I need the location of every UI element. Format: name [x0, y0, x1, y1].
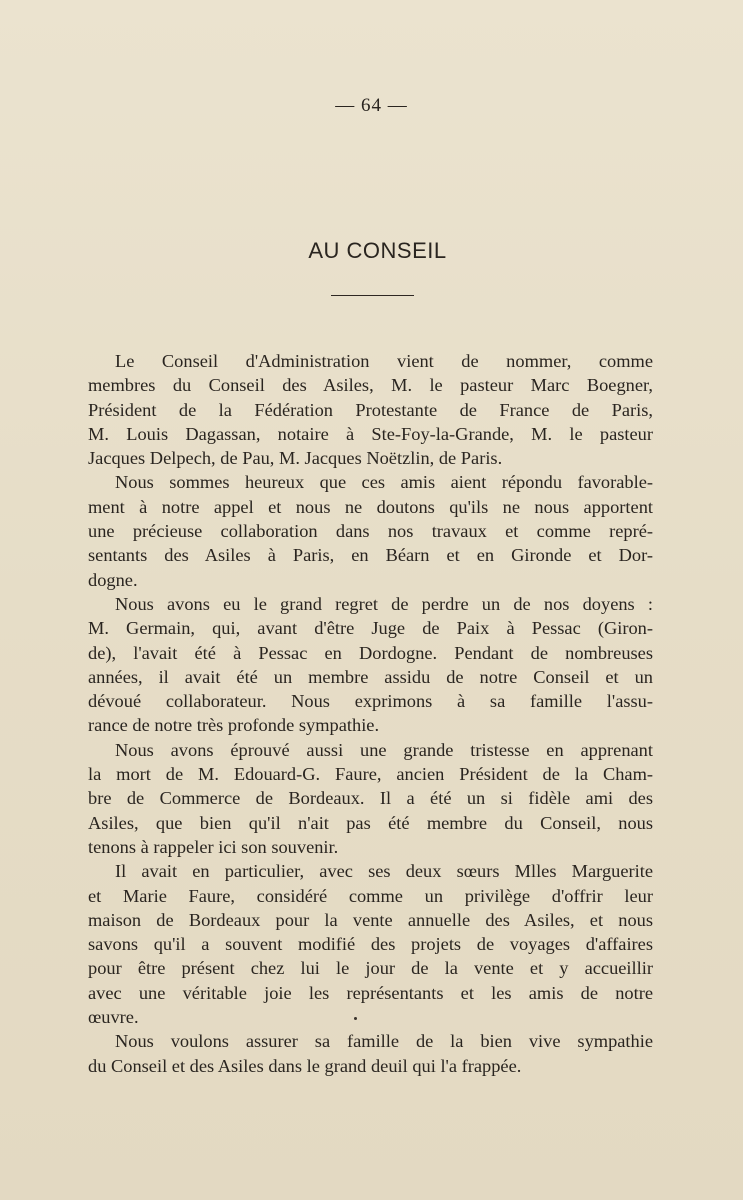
text-line: avec une véritable joie les représentants et les amis de notre — [88, 982, 653, 1003]
text-line: Asiles, que bien qu'il n'ait pas été membre du Conseil, nous — [88, 812, 653, 833]
ink-speck — [354, 1017, 357, 1020]
body-text — [88, 349, 653, 1078]
paragraph — [88, 1029, 653, 1078]
text-line: Nous voulons assurer sa famille de la bien vive sympathie — [115, 1031, 653, 1052]
text-line: Jacques Delpech, de Pau, M. Jacques Noëtzlin, de Paris. — [88, 448, 503, 469]
text-line: la mort de M. Edouard-G. Faure, ancien Président de la Cham- — [88, 764, 653, 785]
text-line: dévoué collaborateur. Nous exprimons à sa famille l'assu- — [88, 691, 653, 712]
paragraph — [88, 349, 653, 470]
text-line: Nous avons eu le grand regret de perdre un de nos doyens : — [115, 593, 653, 614]
text-line: Nous avons éprouvé aussi une grande tristesse en apprenant — [115, 739, 653, 760]
paragraph — [88, 592, 653, 738]
page-number: — 64 — — [335, 95, 408, 116]
text-line: une précieuse collaboration dans nos travaux et comme repré- — [88, 521, 653, 542]
text-line: du Conseil et des Asiles dans le grand deuil qui l'a frappée. — [88, 1055, 522, 1076]
text-line: M. Germain, qui, avant d'être Juge de Paix à Pessac (Giron- — [88, 618, 653, 639]
section-title: AU CONSEIL — [308, 238, 447, 263]
text-line: sentants des Asiles à Paris, en Béarn et en Gironde et Dor- — [88, 545, 653, 566]
text-line: Nous sommes heureux que ces amis aient répondu favorable- — [115, 472, 653, 493]
text-line: pour être présent chez lui le jour de la vente et y accueillir — [88, 958, 653, 979]
text-line: dogne. — [88, 569, 138, 590]
text-line: de), l'avait été à Pessac en Dordogne. Pendant de nombreuses — [88, 642, 653, 663]
text-line: Le Conseil d'Administration vient de nommer, comme — [115, 351, 653, 371]
text-line: bre de Commerce de Bordeaux. Il a été un si fidèle ami des — [88, 788, 653, 809]
text-line: savons qu'il a souvent modifié des projets de voyages d'affaires — [88, 934, 653, 955]
text-line: années, il avait été un membre assidu de notre Conseil et un — [88, 666, 653, 687]
paragraph — [88, 470, 653, 591]
paragraph — [88, 859, 653, 1029]
text-line: tenons à rappeler ici son souvenir. — [88, 836, 339, 857]
text-line: rance de notre très profonde sympathie. — [88, 715, 380, 736]
text-line: œuvre. — [88, 1007, 139, 1028]
title-divider — [331, 295, 414, 296]
text-line: ment à notre appel et nous ne doutons qu'ils ne nous apportent — [88, 496, 653, 517]
text-line: et Marie Faure, considéré comme un privilège d'offrir leur — [88, 885, 653, 906]
text-line: maison de Bordeaux pour la vente annuelle des Asiles, et nous — [88, 909, 653, 930]
text-line: M. Louis Dagassan, notaire à Ste-Foy-la-Grande, M. le pasteur — [88, 423, 653, 444]
text-line: membres du Conseil des Asiles, M. le pasteur Marc Boegner, — [88, 375, 653, 396]
text-line: Président de la Fédération Protestante de France de Paris, — [88, 399, 653, 420]
text-line: Il avait en particulier, avec ses deux sœurs Mlles Marguerite — [115, 861, 653, 882]
paragraph — [88, 738, 653, 859]
